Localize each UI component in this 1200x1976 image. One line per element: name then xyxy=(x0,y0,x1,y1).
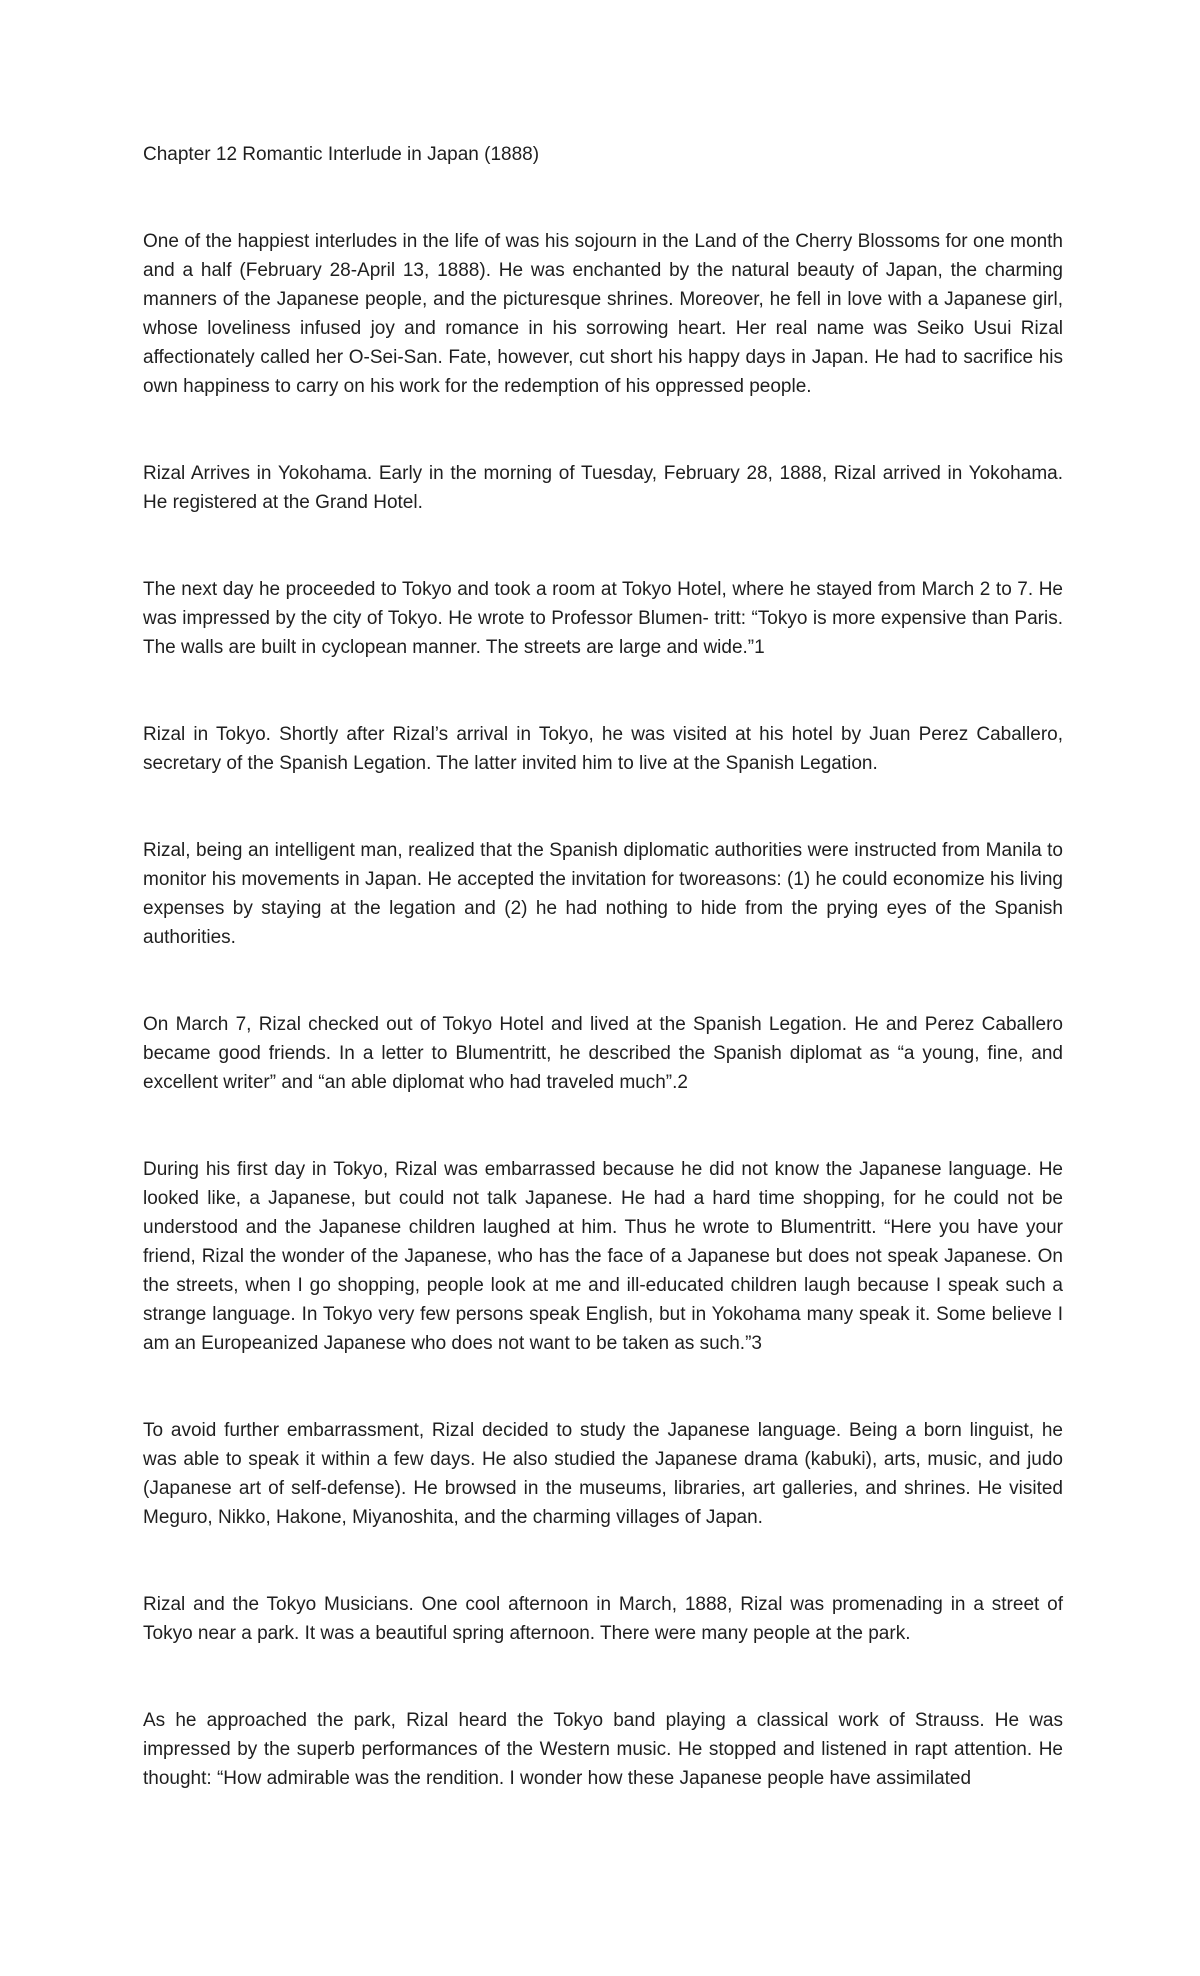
paragraph-park-band: As he approached the park, Rizal heard the Tokyo band playing a classical work of Strauss. He was impressed by the superb performances of the Western music. He stopped and listened in rapt attention. He thought: “How admirable was the rendition. I wonder how these Japanese people have assimilated xyxy=(143,1710,1063,1789)
document-page xyxy=(143,140,1063,1793)
paragraph-language-embarrassment: During his first day in Tokyo, Rizal was embarrassed because he did not know the Japanese language. He looked like, a Japanese, but could not talk Japanese. He had a hard time shopping, for he could not be understood and the Japanese children laughed at him. Thus he wrote to Blumentritt. “Here you have your friend, Rizal the wonder of the Japanese, who has the face of a Japanese but does not speak Japanese. On the streets, when I go shopping, people look at me and ill-educated children laugh because I speak such a strange language. In Tokyo very few persons speak English, but in Yokohama many speak it. Some believe I am an Europeanized Japanese who does not want to be taken as such.”3 xyxy=(143,1159,1063,1354)
paragraph-study-japanese: To avoid further embarrassment, Rizal decided to study the Japanese language. Being a born linguist, he was able to speak it within a few days. He also studied the Japanese drama (kabuki), arts, music, and judo (Japanese art of self-defense). He browsed in the museums, libraries, art galleries, and shrines. He visited Meguro, Nikko, Hakone, Miyanoshita, and the charming villages of Japan. xyxy=(143,1420,1063,1528)
paragraph-rizal-in-tokyo: Rizal in Tokyo. Shortly after Rizal’s arrival in Tokyo, he was visited at his hotel by Juan Perez Caballero, secretary of the Spanish Legation. The latter invited him to live at the Spanish Legation. xyxy=(143,724,1063,774)
paragraph-tokyo-hotel: The next day he proceeded to Tokyo and took a room at Tokyo Hotel, where he stayed from March 2 to 7. He was impressed by the city of Tokyo. He wrote to Professor Blumen- tritt: “Tokyo is more expensive than Paris. The walls are built in cyclopean manner. The streets are large and wide.”1 xyxy=(143,579,1063,658)
paragraph-spanish-legation: On March 7, Rizal checked out of Tokyo Hotel and lived at the Spanish Legation. He and Perez Caballero became good friends. In a letter to Blumentritt, he described the Spanish diplomat as “a young, fine, and excellent writer” and “an able diplomat who had traveled much”.2 xyxy=(143,1014,1063,1093)
paragraph-invitation: Rizal, being an intelligent man, realized that the Spanish diplomatic authorities were instructed from Manila to monitor his movements in Japan. He accepted the invitation for tworeasons: (1) he could economize his living expenses by staying at the legation and (2) he had nothing to hide from the prying eyes of the Spanish authorities. xyxy=(143,840,1063,948)
paragraph-tokyo-musicians: Rizal and the Tokyo Musicians. One cool afternoon in March, 1888, Rizal was promenading in a street of Tokyo near a park. It was a beautiful spring afternoon. There were many people at the park. xyxy=(143,1594,1063,1644)
paragraph-intro: One of the happiest interludes in the life of was his sojourn in the Land of the Cherry Blossoms for one month and a half (February 28-April 13, 1888). He was enchanted by the natural beauty of Japan, the charming manners of the Japanese people, and the picturesque shrines. Moreover, he fell in love with a Japanese girl, whose loveliness infused joy and romance in his sorrowing heart. Her real name was Seiko Usui Rizal affectionately called her O-Sei-San. Fate, however, cut short his happy days in Japan. He had to sacrifice his own happiness to carry on his work for the redemption of his oppressed people. xyxy=(143,231,1063,397)
chapter-title: Chapter 12 Romantic Interlude in Japan (1888) xyxy=(143,144,540,165)
paragraph-arrives-yokohama: Rizal Arrives in Yokohama. Early in the morning of Tuesday, February 28, 1888, Rizal arrived in Yokohama. He registered at the Grand Hotel. xyxy=(143,463,1063,513)
